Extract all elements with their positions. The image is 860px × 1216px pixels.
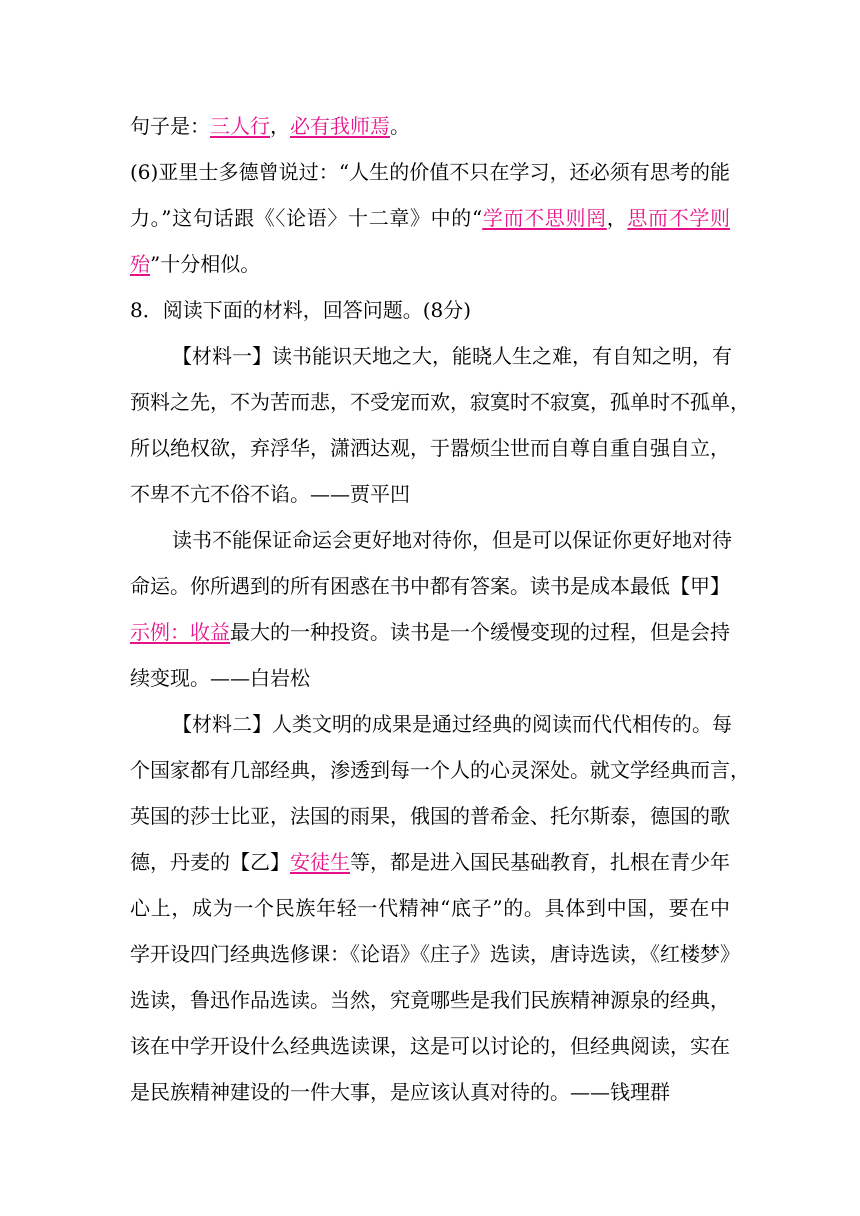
answer-text: 三人行 [210, 114, 270, 138]
text: ， [606, 206, 628, 230]
answer-text: 殆 [130, 252, 150, 276]
text: ”十分相似。 [150, 252, 261, 276]
material-2-line-1: 【材料二】人类文明的成果是通过经典的阅读而代代相传的。每 [172, 712, 732, 736]
answer-text: 必有我师焉 [290, 114, 390, 138]
answer-text: 思而不学则 [627, 206, 731, 230]
text: 句子是： [130, 114, 210, 138]
material-2-line-3: 英国的莎士比亚，法国的雨果，俄国的普希金、托尔斯泰，德国的歌 [130, 804, 730, 828]
text: 最大的一种投资。读书是一个缓慢变现的过程，但是会持 [230, 620, 730, 644]
material-1-line-1: 【材料一】读书能识天地之大，能晓人生之难，有自知之明，有 [172, 344, 732, 368]
material-1-line-3: 所以绝权欲，弃浮华，潇洒达观，于嚣烦尘世而自尊自重自强自立， [130, 436, 730, 460]
q8-heading: 8．阅读下面的材料，回答问题。(8分) [130, 298, 472, 322]
material-2-line-6: 学开设四门经典选修课：《论语》《庄子》选读，唐诗选读，《红楼梦》 [130, 942, 740, 966]
answer-text: 学而不思则罔 [482, 206, 607, 230]
material-2-line-7: 选读，鲁迅作品选读。当然，究竟哪些是我们民族精神源泉的经典， [130, 988, 730, 1012]
q7-line-1 [130, 111, 730, 141]
q7-line-4 [130, 249, 730, 279]
text: 等，都是进入国民基础教育，扎根在青少年 [350, 850, 730, 874]
answer-text: 安徒生 [290, 850, 350, 874]
paragraph-2-line-1: 读书不能保证命运会更好地对待你，但是可以保证你更好地对待 [172, 528, 732, 552]
q7-line-3 [130, 203, 730, 233]
answer-text: 示例：收益 [130, 620, 230, 644]
material-2-line-5: 心上，成为一个民族年轻一代精神“底子”的。具体到中国，要在中 [130, 896, 730, 920]
paragraph-2-line-4: 续变现。——白岩松 [130, 666, 310, 690]
material-1-line-2: 预料之先，不为苦而悲，不受宠而欢，寂寞时不寂寞，孤单时不孤单， [130, 390, 750, 414]
text: 德，丹麦的【乙】 [130, 850, 290, 874]
text: 力。”这句话跟《〈论语〉十二章》中的“ [130, 206, 483, 230]
material-1-line-4: 不卑不亢不俗不谄。——贾平凹 [130, 482, 410, 506]
material-2-line-2: 个国家都有几部经典，渗透到每一个人的心灵深处。就文学经典而言， [130, 758, 750, 782]
material-2-line-4 [130, 847, 730, 877]
q7-line-2: (6)亚里士多德曾说过：“人生的价值不只在学习，还必须有思考的能 [130, 160, 730, 184]
material-2-line-9: 是民族精神建设的一件大事，是应该认真对待的。——钱理群 [130, 1080, 670, 1104]
paragraph-2-line-3 [130, 617, 730, 647]
material-2-line-8: 该在中学开设什么经典选读课，这是可以讨论的，但经典阅读，实在 [130, 1034, 730, 1058]
text: 。 [390, 114, 410, 138]
paragraph-2-line-2: 命运。你所遇到的所有困惑在书中都有答案。读书是成本最低【甲】 [130, 574, 730, 598]
text: ， [270, 114, 290, 138]
